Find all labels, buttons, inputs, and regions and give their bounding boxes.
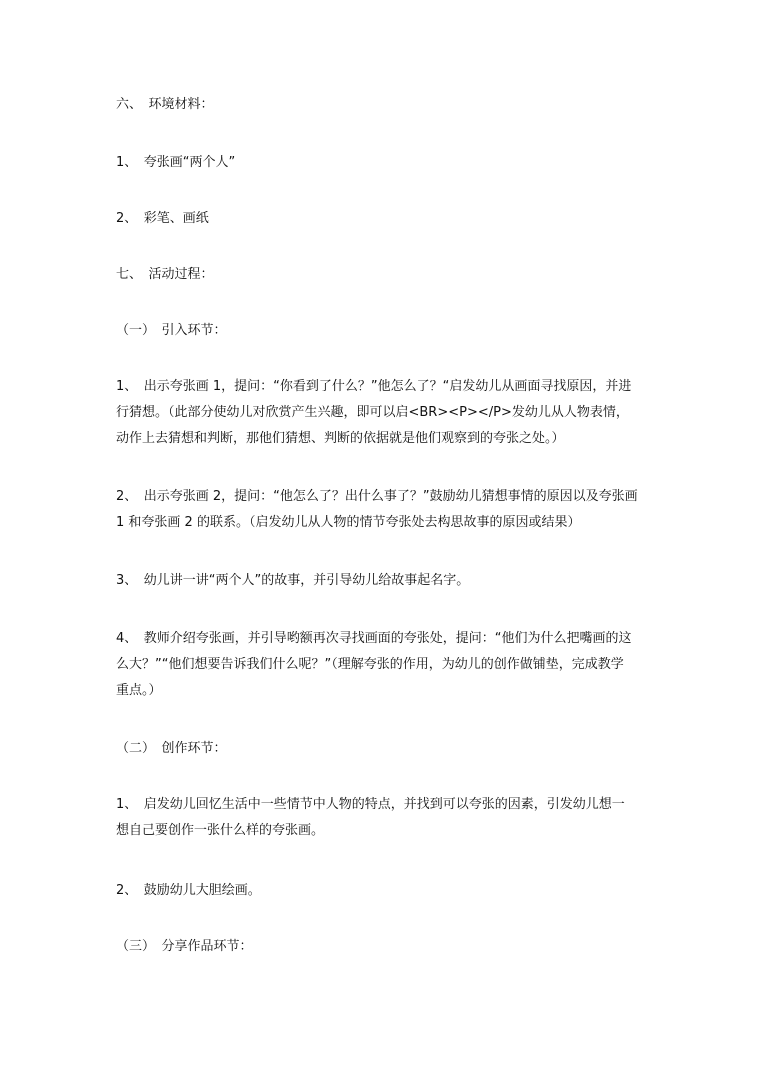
text-line: 1、 启发幼儿回忆生活中一些情节中人物的特点，并找到可以夸张的因素，引发幼儿想一 (116, 797, 625, 812)
intro-step-2 (116, 484, 656, 536)
text-line: 动作上去猜想和判断，那他们猜想、判断的依据就是他们观察到的夸张之处。） (116, 431, 565, 446)
subsection-heading-intro (116, 318, 656, 344)
text-line: （一） 引入环节： (116, 323, 227, 338)
intro-step-3 (116, 568, 656, 594)
text-line: 4、 教师介绍夸张画，并引导哟额再次寻找画面的夸张处，提问：“他们为什么把嘴画的这 (116, 631, 632, 646)
text-line: 么大？”“他们想要告诉我们什么呢？”（理解夸张的作用，为幼儿的创作做铺垫，完成教学 (116, 657, 624, 672)
text-line: （三） 分享作品环节： (116, 939, 253, 954)
creation-step-2 (116, 878, 656, 904)
text-line: 2、 鼓励幼儿大胆绘画。 (116, 883, 261, 898)
section-heading-materials (116, 92, 656, 118)
text-line: 1、 夸张画“两个人” (116, 155, 236, 170)
text-line: 想自己要创作一张什么样的夸张画。 (116, 823, 325, 838)
subsection-heading-sharing (116, 934, 656, 960)
intro-step-4 (116, 626, 656, 704)
list-item-material-1 (116, 150, 656, 176)
text-line: 七、 活动过程： (116, 267, 214, 282)
text-line: 1 和夸张画 2 的联系。（启发幼儿从人物的情节夸张处去构思故事的原因或结果） (116, 515, 581, 530)
subsection-heading-creation (116, 736, 656, 762)
section-heading-process (116, 262, 656, 288)
text-line: 六、 环境材料： (116, 97, 214, 112)
intro-step-1 (116, 374, 656, 452)
list-item-material-2 (116, 206, 656, 232)
text-line: （二） 创作环节： (116, 741, 227, 756)
text-line: 1、 出示夸张画 1，提问：“你看到了什么？”他怎么了？“启发幼儿从画面寻找原因，并进 (116, 379, 632, 394)
text-line: 2、 彩笔、画纸 (116, 211, 209, 226)
text-line: 3、 幼儿讲一讲“两个人”的故事，并引导幼儿给故事起名字。 (116, 573, 470, 588)
text-line: 重点。） (116, 683, 162, 698)
creation-step-1 (116, 792, 656, 844)
text-line: 2、 出示夸张画 2，提问：“他怎么了？出什么事了？”鼓励幼儿猜想事情的原因以及夸张画 (116, 489, 638, 504)
text-line: 行猜想。（此部分使幼儿对欣赏产生兴趣，即可以启<BR><P></P>发幼儿从人物表情， (116, 405, 629, 420)
